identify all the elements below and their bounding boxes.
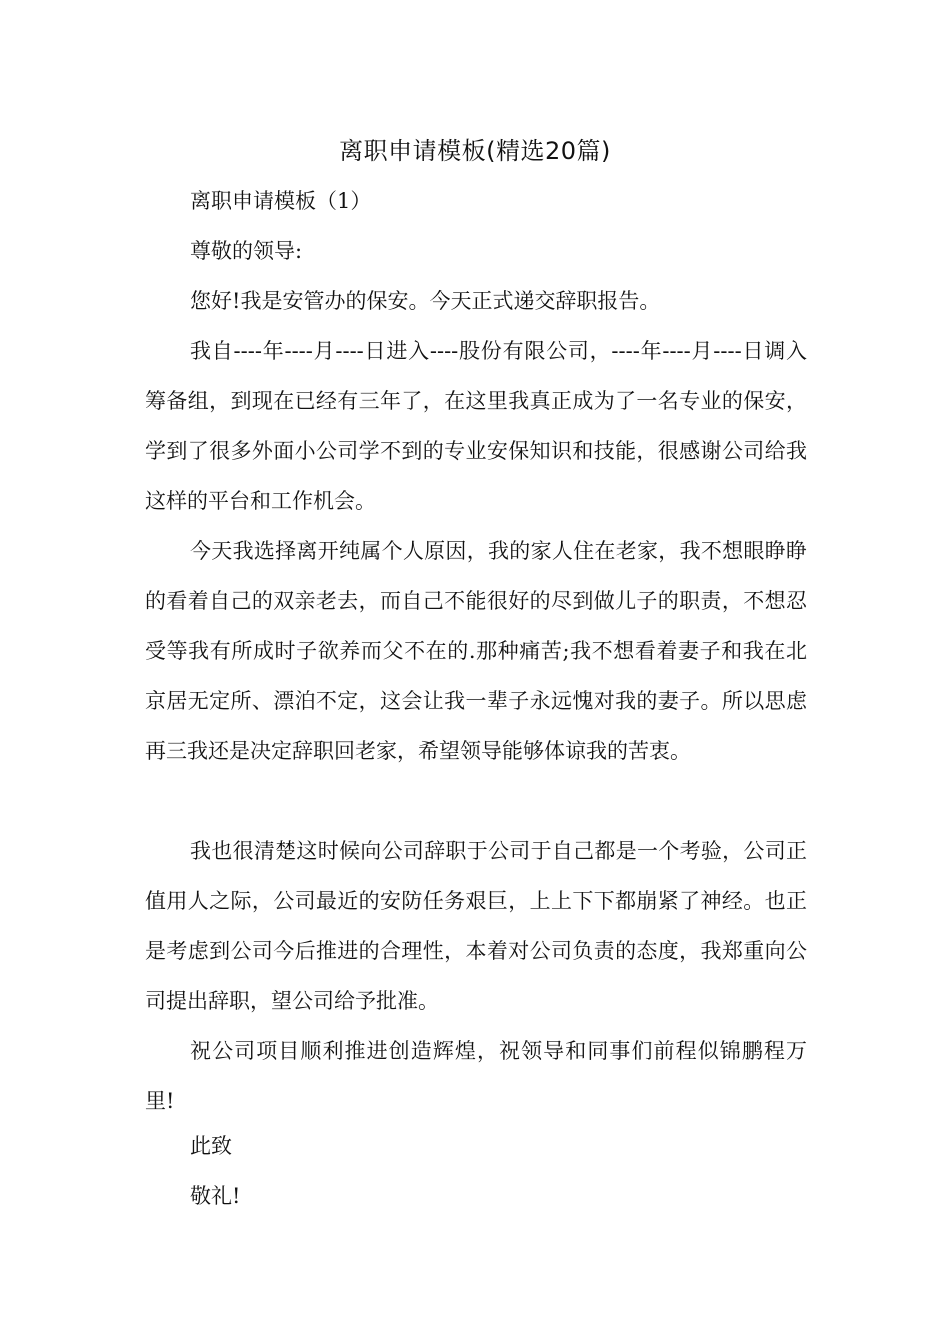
- greeting-line: 您好!我是安管办的保安。今天正式递交辞职报告。: [190, 289, 661, 313]
- body-paragraph-4: 祝公司项目顺利推进创造辉煌，祝领导和同事们前程似锦鹏程万里!: [145, 1039, 807, 1113]
- document-title: 离职申请模板(精选20篇): [339, 137, 611, 165]
- closing-line-1: 此致: [190, 1134, 232, 1158]
- salutation: 尊敬的领导:: [190, 239, 303, 263]
- body-paragraph-1: 我自----年----月----日进入----股份有限公司，----年----月----日调入筹备组，到现在已经有三年了，在这里我真正成为了一名专业的保安，学到了很多外面小公司学不到的专业安保知识和技能，很感谢公司给我这样的平台和工作机会。: [145, 339, 807, 513]
- body-paragraph-2: 今天我选择离开纯属个人原因，我的家人住在老家，我不想眼睁睁的看着自己的双亲老去，而自己不能很好的尽到做儿子的职责，不想忍受等我有所成时子欲养而父不在的.那种痛苦;我不想看着妻子和我在北京居无定所、漂泊不定，这会让我一辈子永远愧对我的妻子。所以思虑再三我还是决定辞职回老家，希望领导能够体谅我的苦衷。: [145, 539, 807, 763]
- body-paragraph-3: 我也很清楚这时候向公司辞职于公司于自己都是一个考验，公司正值用人之际，公司最近的安防任务艰巨，上上下下都崩紧了神经。也正是考虑到公司今后推进的合理性，本着对公司负责的态度，我郑重向公司提出辞职，望公司给予批准。: [145, 839, 807, 1013]
- closing-line-2: 敬礼!: [190, 1184, 241, 1208]
- document-subheading: 离职申请模板（1）: [190, 189, 372, 213]
